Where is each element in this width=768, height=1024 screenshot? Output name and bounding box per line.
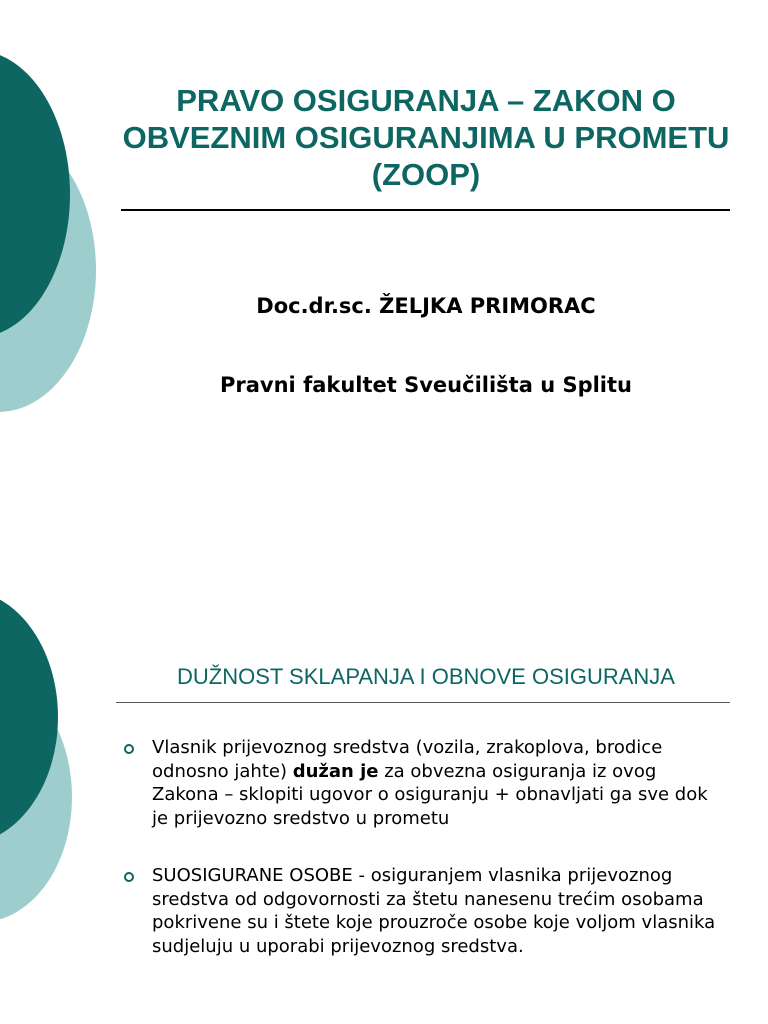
bullet-text: SUOSIGURANE OSOBE - osiguranjem vlasnika prijevoznog sredstva od odgovornosti za štetu nanesenu trećim osobama pokrivene su i štete koje prouzroče osobe koje voljom vlasnika sudjeluju u uporabi prijevoznog sredstva. <box>152 865 716 957</box>
slide-title-heading: PRAVO OSIGURANJA – ZAKON O OBVEZNIM OSIGURANJIMA U PROMETU (ZOOP) <box>122 83 730 192</box>
heading-divider <box>116 702 730 703</box>
bullet-list <box>120 736 720 958</box>
bullet-item <box>120 736 720 830</box>
bullet-text-start: Vlasnik prijevoznog sredstva (vozila, zrakoplova, brodice odnosno jahte) <box>152 737 663 782</box>
author-name: Doc.dr.sc. ŽELJKA PRIMORAC <box>256 294 596 318</box>
bullet-circle-icon <box>124 744 134 754</box>
title-divider <box>121 209 730 211</box>
bullet-circle-icon <box>124 872 134 882</box>
bullet-item <box>120 864 720 958</box>
bullet-text-emphasis: dužan je <box>292 760 379 782</box>
slide-heading: DUŽNOST SKLAPANJA I OBNOVE OSIGURANJA <box>177 664 675 689</box>
slide-content <box>0 576 768 1024</box>
bullet-text-end: za obvezna osiguranja iz ovog Zakona – sklopiti ugovor o osiguranju + obnavljati ga sve dok je prijevozno sredstvo u prometu <box>152 760 708 829</box>
faculty-name: Pravni fakultet Sveučilišta u Splitu <box>220 373 632 397</box>
